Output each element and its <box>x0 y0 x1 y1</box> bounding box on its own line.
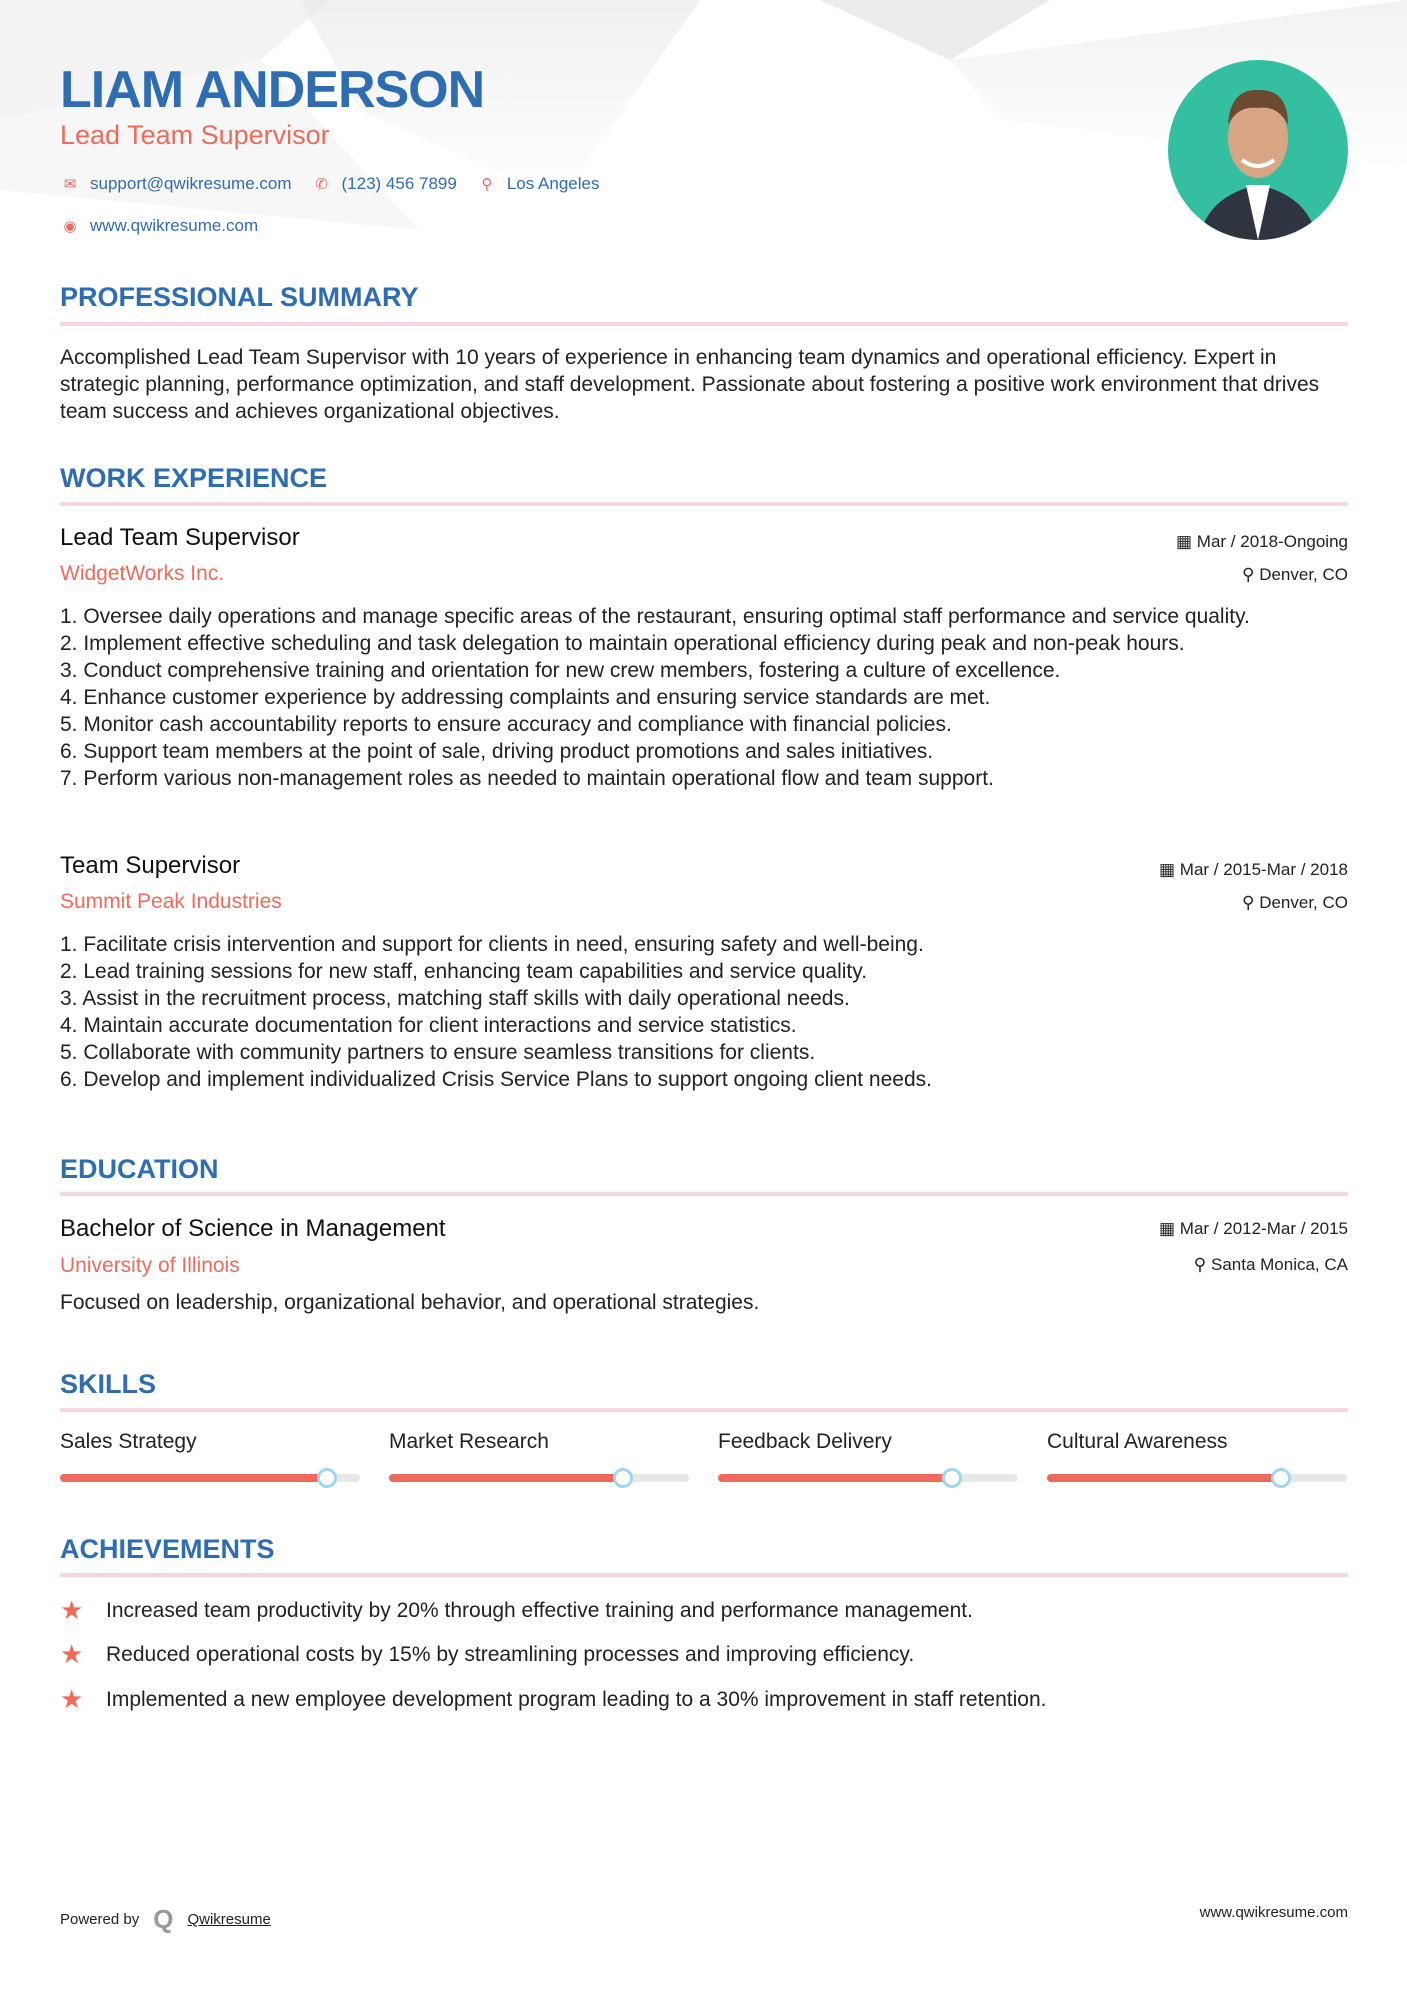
phone-icon: ✆ <box>315 176 328 193</box>
skill-bar <box>60 1474 360 1482</box>
job-company: Summit Peak Industries <box>60 890 282 913</box>
list-item: 6. Develop and implement individualized Crisis Service Plans to support ongoing client needs. <box>60 1068 932 1091</box>
section-divider <box>60 502 1348 506</box>
job-date <box>1176 532 1348 552</box>
skill-bar-knob <box>613 1468 633 1488</box>
job-duties <box>60 931 1350 1093</box>
location-text: Denver, CO <box>1259 893 1348 912</box>
skill-name: Cultural Awareness <box>1047 1430 1228 1453</box>
list-item: 1. Facilitate crisis intervention and support for clients in need, ensuring safety and well-being. <box>60 933 924 956</box>
website-row <box>60 216 258 236</box>
envelope-icon: ✉ <box>63 176 77 193</box>
pin-icon: ⚲ <box>1242 893 1260 912</box>
skill-bar <box>1047 1474 1347 1482</box>
powered-by-text: Powered by <box>60 1911 140 1928</box>
profile-photo <box>1168 60 1348 240</box>
skill-bar <box>389 1474 689 1482</box>
list-item: 2. Lead training sessions for new staff, enhancing team capabilities and service quality. <box>60 960 868 983</box>
skill-item <box>60 1430 360 1482</box>
skill-bar-fill <box>718 1474 952 1482</box>
education-heading: EDUCATION <box>60 1154 219 1184</box>
degree-title: Bachelor of Science in Management <box>60 1215 446 1242</box>
star-icon: ★ <box>60 1684 84 1714</box>
education-location <box>1194 1255 1348 1275</box>
achievement-item <box>60 1684 1046 1715</box>
list-item: 1. Oversee daily operations and manage specific areas of the restaurant, ensuring optimal staff performance and service quality. <box>60 605 1250 628</box>
job-location <box>1242 565 1348 585</box>
skill-bar-knob <box>1271 1468 1291 1488</box>
job-duties <box>60 603 1350 792</box>
footer-brand <box>60 1904 271 1935</box>
star-icon: ★ <box>60 1639 84 1669</box>
skill-bar-fill <box>389 1474 623 1482</box>
achievement-text: Increased team productivity by 20% through effective training and performance management. <box>106 1598 973 1622</box>
skill-item <box>718 1430 1018 1482</box>
skill-name: Market Research <box>389 1430 549 1453</box>
skill-name: Sales Strategy <box>60 1430 197 1453</box>
skill-bar-fill <box>60 1474 327 1482</box>
skill-bar <box>718 1474 1018 1482</box>
list-item: 5. Monitor cash accountability reports to ensure accuracy and compliance with financial policies. <box>60 713 952 736</box>
section-divider <box>60 1192 1348 1196</box>
list-item: 4. Maintain accurate documentation for client interactions and service statistics. <box>60 1014 797 1037</box>
skill-name: Feedback Delivery <box>718 1430 892 1453</box>
achievement-item <box>60 1595 973 1626</box>
list-item: 5. Collaborate with community partners to ensure seamless transitions for clients. <box>60 1041 816 1064</box>
summary-heading: PROFESSIONAL SUMMARY <box>60 282 419 312</box>
section-divider <box>60 322 1348 326</box>
date-text: Mar / 2012-Mar / 2015 <box>1179 1219 1348 1238</box>
globe-icon: ◉ <box>63 218 77 235</box>
person-portrait <box>1168 60 1348 240</box>
achievement-text: Reduced operational costs by 15% by streamlining processes and improving efficiency. <box>106 1642 915 1666</box>
school-name: University of Illinois <box>60 1254 240 1277</box>
location-text: Los Angeles <box>506 174 600 193</box>
calendar-icon: ▦ <box>1159 1219 1180 1238</box>
date-text: Mar / 2015-Mar / 2018 <box>1179 860 1348 879</box>
summary-text: Accomplished Lead Team Supervisor with 10 years of experience in enhancing team dynamics and operational efficiency. Expert in strategic planning, performance optimization, and staff development. Passionate about fostering a positive work environment that drives team success and achieves organizational objectives. <box>60 346 1320 423</box>
website-link[interactable]: www.qwikresume.com <box>90 216 259 235</box>
list-item: 4. Enhance customer experience by addressing complaints and ensuring service standards are met. <box>60 686 991 709</box>
skill-item <box>1047 1430 1347 1482</box>
experience-heading: WORK EXPERIENCE <box>60 463 328 493</box>
phone-text: (123) 456 7899 <box>341 174 457 193</box>
achievements-heading: ACHIEVEMENTS <box>60 1534 275 1564</box>
candidate-title: Lead Team Supervisor <box>60 120 330 150</box>
job-company: WidgetWorks Inc. <box>60 562 225 585</box>
achievement-item <box>60 1639 914 1670</box>
skill-bar-knob <box>942 1468 962 1488</box>
list-item: 2. Implement effective scheduling and task delegation to maintain operational efficiency during peak and non-peak hours. <box>60 632 1185 655</box>
location-text: Santa Monica, CA <box>1210 1255 1348 1274</box>
location-text: Denver, CO <box>1259 565 1348 584</box>
contact-row <box>60 174 599 194</box>
star-icon: ★ <box>60 1595 84 1625</box>
list-item: 3. Assist in the recruitment process, matching staff skills with daily operational needs. <box>60 987 850 1010</box>
skill-item <box>389 1430 689 1482</box>
skill-bar-knob <box>317 1468 337 1488</box>
section-divider <box>60 1573 1348 1577</box>
calendar-icon: ▦ <box>1176 532 1197 551</box>
pin-icon: ⚲ <box>1193 1255 1211 1274</box>
job-title: Lead Team Supervisor <box>60 524 300 551</box>
brand-link[interactable]: Qwikresume <box>187 1911 271 1928</box>
skills-heading: SKILLS <box>60 1369 157 1399</box>
skill-bar-fill <box>1047 1474 1281 1482</box>
education-date <box>1159 1219 1348 1239</box>
pin-icon: ⚲ <box>1242 565 1260 584</box>
map-pin-icon: ⚲ <box>481 176 493 193</box>
job-title: Team Supervisor <box>60 852 241 879</box>
section-divider <box>60 1408 1348 1412</box>
date-text: Mar / 2018-Ongoing <box>1196 532 1348 551</box>
education-description: Focused on leadership, organizational behavior, and operational strategies. <box>60 1291 760 1314</box>
job-location <box>1242 893 1348 913</box>
list-item: 6. Support team members at the point of sale, driving product promotions and sales initiatives. <box>60 740 934 763</box>
job-date <box>1159 860 1348 880</box>
candidate-name: LIAM ANDERSON <box>60 61 485 119</box>
list-item: 7. Perform various non-management roles as needed to maintain operational flow and team support. <box>60 767 994 790</box>
list-item: 3. Conduct comprehensive training and orientation for new crew members, fostering a culture of excellence. <box>60 659 1061 682</box>
email-link[interactable]: support@qwikresume.com <box>90 174 292 193</box>
achievement-text: Implemented a new employee development program leading to a 30% improvement in staff retention. <box>106 1687 1047 1711</box>
footer-url[interactable]: www.qwikresume.com <box>1199 1904 1348 1921</box>
calendar-icon: ▦ <box>1159 860 1180 879</box>
qwikresume-logo-icon: Q <box>153 1904 174 1934</box>
